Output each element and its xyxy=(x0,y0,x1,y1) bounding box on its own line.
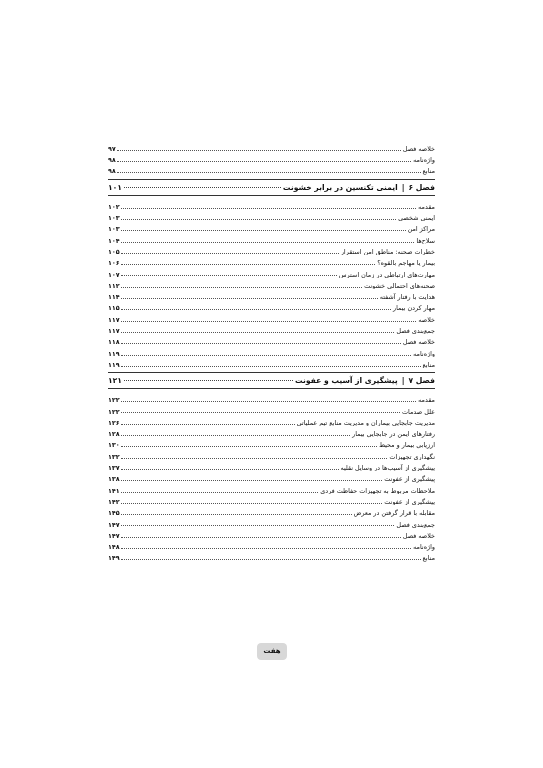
toc-section-7 xyxy=(108,392,435,561)
toc-entry-title: منابع xyxy=(422,360,435,369)
toc-entry-title: سلاح‌ها xyxy=(416,236,435,245)
toc-entry-page: ۱۳۷ xyxy=(108,464,120,472)
toc-entry xyxy=(108,278,435,289)
leader-dots xyxy=(121,332,395,333)
chapter-page: ۱۲۱ xyxy=(108,376,122,386)
toc-entry-page: ۱۲۶ xyxy=(108,418,120,427)
chapter-separator: | xyxy=(401,182,405,192)
toc-entry-title: خطرات صحنه: مناطق امن استقرار xyxy=(340,247,435,256)
toc-entry-page: ۱۰۳ xyxy=(108,225,120,233)
toc-entry-page: ۱۰۵ xyxy=(108,247,120,256)
toc-entry-page: ۹۸ xyxy=(108,156,116,164)
toc-entry xyxy=(108,210,435,221)
toc-entry-page: ۱۳۸ xyxy=(108,475,120,483)
toc-entry-title: منابع xyxy=(422,554,435,562)
toc-entry-title: واژه‌نامه xyxy=(413,543,435,551)
leader-dots xyxy=(121,275,337,276)
toc-entry xyxy=(108,141,435,152)
toc-entry-page: ۱۰۷ xyxy=(108,270,120,278)
chapter-7-heading xyxy=(108,372,435,389)
toc-entry-title: خلاصه xyxy=(418,315,435,324)
leader-dots xyxy=(121,480,383,481)
toc-entry-title: نگهداری تجهیزات xyxy=(389,452,435,461)
toc-entry-title: منابع xyxy=(422,167,435,175)
toc-entry-page: ۱۱۲ xyxy=(108,281,120,290)
toc-entry xyxy=(108,415,435,426)
leader-dots xyxy=(121,469,339,470)
chapter-separator: | xyxy=(401,376,405,386)
toc-entry xyxy=(108,494,435,505)
leader-dots xyxy=(121,366,421,367)
toc-entry xyxy=(108,392,435,403)
toc-entry-title: مدیریت جابجایی بیماران و مدیریت منابع تیم عملیاتی xyxy=(296,418,435,427)
toc-entry-page: ۱۰۳ xyxy=(108,214,120,222)
table-of-contents xyxy=(108,141,435,562)
toc-entry-page: ۱۳۲ xyxy=(108,452,120,461)
leader-dots xyxy=(121,309,391,310)
leader-dots xyxy=(121,458,388,459)
toc-entry-page: ۱۱۷ xyxy=(108,315,120,324)
toc-entry-title: مهارت‌های ارتباطی در زمان استرس xyxy=(338,270,435,278)
leader-dots xyxy=(121,208,416,209)
toc-entry-page: ۱۱۹ xyxy=(108,360,120,369)
toc-entry-title: رفتارهای ایمن در جابجایی بیمار xyxy=(352,430,435,438)
leader-dots xyxy=(121,559,421,560)
toc-entry-title: خلاصه فصل xyxy=(402,531,435,540)
toc-entry xyxy=(108,426,435,437)
leader-dots xyxy=(121,412,400,413)
leader-dots xyxy=(124,187,281,188)
leader-dots xyxy=(121,525,395,526)
leader-dots xyxy=(121,298,378,299)
leader-dots xyxy=(121,514,352,515)
toc-entry xyxy=(108,312,435,323)
toc-entry-page: ۱۳۰ xyxy=(108,441,120,449)
toc-entry-page: ۱۴۲ xyxy=(108,497,120,506)
toc-entry xyxy=(108,357,435,368)
chapter-page: ۱۰۱ xyxy=(108,182,122,192)
toc-entry xyxy=(108,152,435,163)
toc-entry xyxy=(108,255,435,266)
toc-entry-title: پیشگیری از عفونت xyxy=(384,497,435,506)
toc-entry xyxy=(108,539,435,550)
toc-entry xyxy=(108,221,435,232)
toc-entry xyxy=(108,233,435,244)
toc-entry-page: ۱۱۹ xyxy=(108,349,120,358)
leader-dots xyxy=(117,150,401,151)
chapter-label: فصل ۷ xyxy=(408,376,435,386)
toc-entry-title: خلاصه فصل xyxy=(402,144,435,153)
chapter-title: ایمنی تکنسین در برابر خشونت xyxy=(282,182,398,192)
toc-entry-title: ملاحظات مربوط به تجهیزات حفاظت فردی xyxy=(320,486,435,495)
toc-entry-page: ۱۴۱ xyxy=(108,486,120,495)
toc-entry-page: ۱۰۲ xyxy=(108,202,120,211)
chapter-label: فصل ۶ xyxy=(408,182,435,192)
toc-entry xyxy=(108,346,435,357)
toc-entry-page: ۱۱۷ xyxy=(108,327,120,335)
toc-entry-page: ۹۸ xyxy=(108,167,116,175)
toc-entry-page: ۱۲۲ xyxy=(108,396,120,404)
toc-entry xyxy=(108,471,435,482)
toc-entry xyxy=(108,199,435,210)
toc-entry-page: ۱۴۷ xyxy=(108,520,120,528)
leader-dots xyxy=(121,253,339,254)
leader-dots xyxy=(121,230,406,231)
toc-entry-title: مقدمه xyxy=(418,396,435,404)
leader-dots xyxy=(121,435,350,436)
leader-dots xyxy=(121,424,295,425)
toc-entry xyxy=(108,483,435,494)
toc-entry xyxy=(108,551,435,562)
toc-entry xyxy=(108,460,435,471)
leader-dots xyxy=(121,355,411,356)
toc-entry-title: مهار کردن بیمار xyxy=(392,304,435,312)
toc-entry-title: واژه‌نامه xyxy=(413,349,435,358)
toc-entry-title: علل صدمات xyxy=(402,407,435,415)
toc-entry xyxy=(108,164,435,175)
leader-dots xyxy=(121,343,401,344)
leader-dots xyxy=(121,503,383,504)
toc-entry-page: ۱۱۴ xyxy=(108,293,120,301)
toc-entry-title: پیشگیری از آسیب‌ها در وسایل نقلیه xyxy=(340,464,435,472)
toc-entry-page: ۱۰۶ xyxy=(108,259,120,267)
leader-dots xyxy=(121,242,415,243)
toc-entry-title: مقابله با قرار گرفتن در معرض xyxy=(353,509,435,517)
toc-entry xyxy=(108,438,435,449)
leader-dots xyxy=(121,548,411,549)
chapter-title: پیشگیری از آسیب و عفونت xyxy=(295,376,398,386)
toc-entry-page: ۱۱۸ xyxy=(108,338,120,346)
toc-entry-title: مراکز امن xyxy=(407,225,435,233)
leader-dots xyxy=(121,446,377,447)
toc-entry-title: هدایت با رفتار آشفته xyxy=(379,293,435,301)
toc-entry-page: ۱۱۵ xyxy=(108,304,120,312)
leader-dots xyxy=(121,287,362,288)
toc-entry-page: ۹۷ xyxy=(108,144,116,153)
toc-entry xyxy=(108,301,435,312)
toc-entry xyxy=(108,517,435,528)
toc-entry xyxy=(108,334,435,345)
toc-entry xyxy=(108,449,435,460)
chapter-6-heading xyxy=(108,179,435,196)
toc-entry-title: مقدمه xyxy=(418,202,435,211)
toc-entry-page: ۱۴۵ xyxy=(108,509,120,517)
leader-dots xyxy=(121,401,416,402)
toc-entry xyxy=(108,289,435,300)
toc-entry-title: واژه‌نامه xyxy=(413,156,435,164)
toc-entry-title: پیشگیری از عفونت xyxy=(384,475,435,483)
leader-dots xyxy=(121,264,376,265)
toc-section-6 xyxy=(108,199,435,368)
toc-section-pre xyxy=(108,141,435,175)
toc-entry-title: بیمار یا مهاجم بالقوه؟ xyxy=(377,259,435,267)
toc-entry-title: جمع‌بندی فصل xyxy=(396,520,435,528)
toc-entry xyxy=(108,244,435,255)
toc-entry-title: ارزیابی بیمار و محیط xyxy=(379,441,435,449)
leader-dots xyxy=(121,321,417,322)
toc-entry-title: خلاصه فصل xyxy=(402,338,435,346)
toc-entry-page: ۱۴۹ xyxy=(108,554,120,562)
page-folio: هفت xyxy=(257,643,287,660)
toc-entry xyxy=(108,404,435,415)
leader-dots xyxy=(117,161,411,162)
toc-entry-page: ۱۴۷ xyxy=(108,531,120,540)
toc-entry-page: ۱۲۸ xyxy=(108,430,120,438)
toc-entry-page: ۱۰۴ xyxy=(108,236,120,245)
toc-entry-title: صحنه‌های احتمالی خشونت xyxy=(364,281,435,290)
leader-dots xyxy=(121,537,401,538)
leader-dots xyxy=(117,172,421,173)
leader-dots xyxy=(124,380,293,381)
leader-dots xyxy=(121,219,396,220)
toc-entry-page: ۱۴۸ xyxy=(108,543,120,551)
toc-entry-page: ۱۲۲ xyxy=(108,407,120,415)
leader-dots xyxy=(121,492,319,493)
toc-entry-title: جمع‌بندی فصل xyxy=(396,327,435,335)
toc-entry xyxy=(108,267,435,278)
toc-entry xyxy=(108,505,435,516)
toc-entry-title: ایمنی شخصی xyxy=(398,214,435,222)
toc-entry xyxy=(108,528,435,539)
toc-entry xyxy=(108,323,435,334)
